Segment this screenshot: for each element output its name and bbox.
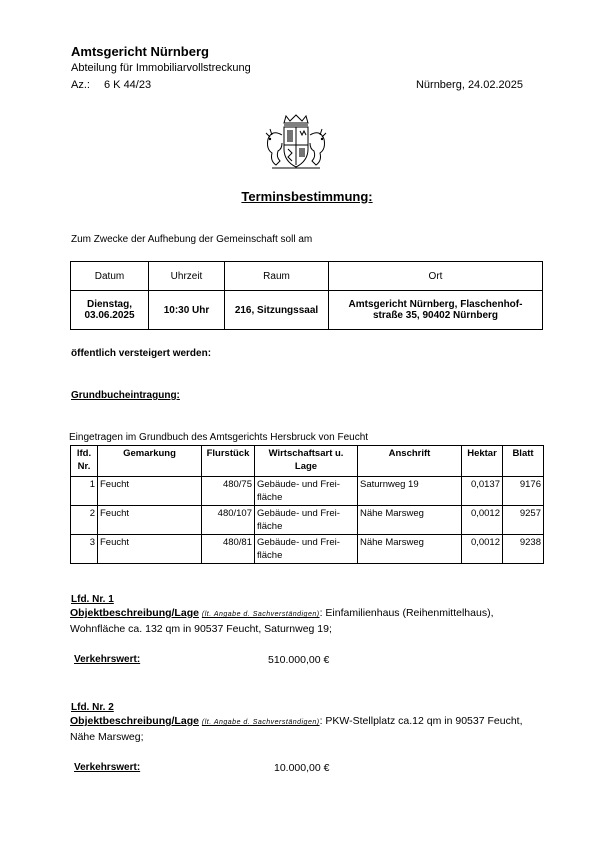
cell-wirtschaftsart: Gebäude- und Frei- fläche [255,535,358,564]
header-raum: Raum [225,262,329,291]
grundbuch-intro: Eingetragen im Grundbuch des Amtsgerichts Hersbruck von Feucht [69,432,369,443]
object-2-number: Lfd. Nr. 2 [71,702,114,713]
object-1-description [70,606,548,637]
col-flurstueck: Flurstück [202,446,255,477]
object-1-note: (lt. Angabe d. Sachverständigen) [201,611,320,618]
cell-lfd: 3 [71,535,98,564]
cell-flurstueck: 480/107 [202,506,255,535]
col-lfd: lfd. Nr. [71,446,98,477]
auction-statement: öffentlich versteigert werden: [71,348,212,359]
place-date: Nürnberg, 24.02.2025 [415,79,523,91]
object-2-desc-text: : PKW-Stellplatz ca.12 qm in 90537 Feucht, Nähe Marsweg; [70,715,523,743]
col-wirtschaftsart: Wirtschaftsart u. Lage [255,446,358,477]
case-number: 6 K 44/23 [104,79,152,91]
object-1-number: Lfd. Nr. 1 [71,594,114,605]
object-2-value-label: Verkehrswert: [74,762,141,773]
grundbuch-heading: Grundbucheintragung: [71,390,180,401]
date-weekday: Dienstag, [86,299,132,310]
col-anschrift: Anschrift [358,446,462,477]
cell-wirtschaftsart: Gebäude- und Frei- fläche [255,506,358,535]
cell-gemarkung: Feucht [98,477,202,506]
appointment-room: 216, Sitzungssaal [225,291,329,330]
appointment-date [71,291,149,330]
coat-of-arms-icon [262,113,330,173]
court-department: Abteilung für Immobiliarvollstreckung [71,62,251,74]
cell-lfd: 1 [71,477,98,506]
object-1-desc-label: Objektbeschreibung/Lage [70,607,199,619]
case-number-label: Az.: [71,79,90,91]
object-2-desc-label: Objektbeschreibung/Lage [70,715,199,727]
cell-wirtschaftsart: Gebäude- und Frei- fläche [255,477,358,506]
col-gemarkung: Gemarkung [98,446,202,477]
cell-anschrift: Saturnweg 19 [358,477,462,506]
cell-blatt: 9176 [503,477,544,506]
cell-lfd: 2 [71,506,98,535]
header-uhrzeit: Uhrzeit [149,262,225,291]
cell-hektar: 0,0012 [462,506,503,535]
object-1-value: 510.000,00 € [268,654,330,666]
cell-flurstueck: 480/81 [202,535,255,564]
cell-hektar: 0,0012 [462,535,503,564]
object-1-value-label: Verkehrswert: [74,654,141,665]
table-row [71,535,544,564]
place-line-2: straße 35, 90402 Nürnberg [372,310,499,321]
document-title: Terminsbestimmung: [241,189,373,204]
col-hektar: Hektar [462,446,503,477]
object-2-description [70,714,548,745]
cell-anschrift: Nähe Marsweg [358,506,462,535]
col-blatt: Blatt [503,446,544,477]
cell-gemarkung: Feucht [98,506,202,535]
cell-gemarkung: Feucht [98,535,202,564]
cell-hektar: 0,0137 [462,477,503,506]
place-line-1: Amtsgericht Nürnberg, Flaschenhof- [348,299,523,310]
court-name: Amtsgericht Nürnberg [71,44,209,59]
cell-blatt: 9257 [503,506,544,535]
table-row [71,477,544,506]
appointment-table [70,261,543,330]
date-value: 03.06.2025 [84,310,135,321]
object-2-note: (lt. Angabe d. Sachverständigen) [201,719,320,726]
object-1-desc-text: : Einfamilienhaus (Reihenmittelhaus), Wohnfläche ca. 132 qm in 90537 Feucht, Saturnweg 19; [70,607,494,635]
cell-anschrift: Nähe Marsweg [358,535,462,564]
cell-blatt: 9238 [503,535,544,564]
table-row [71,506,544,535]
appointment-place [329,291,543,330]
cell-flurstueck: 480/75 [202,477,255,506]
grundbuch-table [70,445,544,564]
object-2-value: 10.000,00 € [274,762,330,774]
header-ort: Ort [329,262,543,291]
intro-text: Zum Zwecke der Aufhebung der Gemeinschaft soll am [71,234,313,245]
header-datum: Datum [71,262,149,291]
appointment-time: 10:30 Uhr [149,291,225,330]
